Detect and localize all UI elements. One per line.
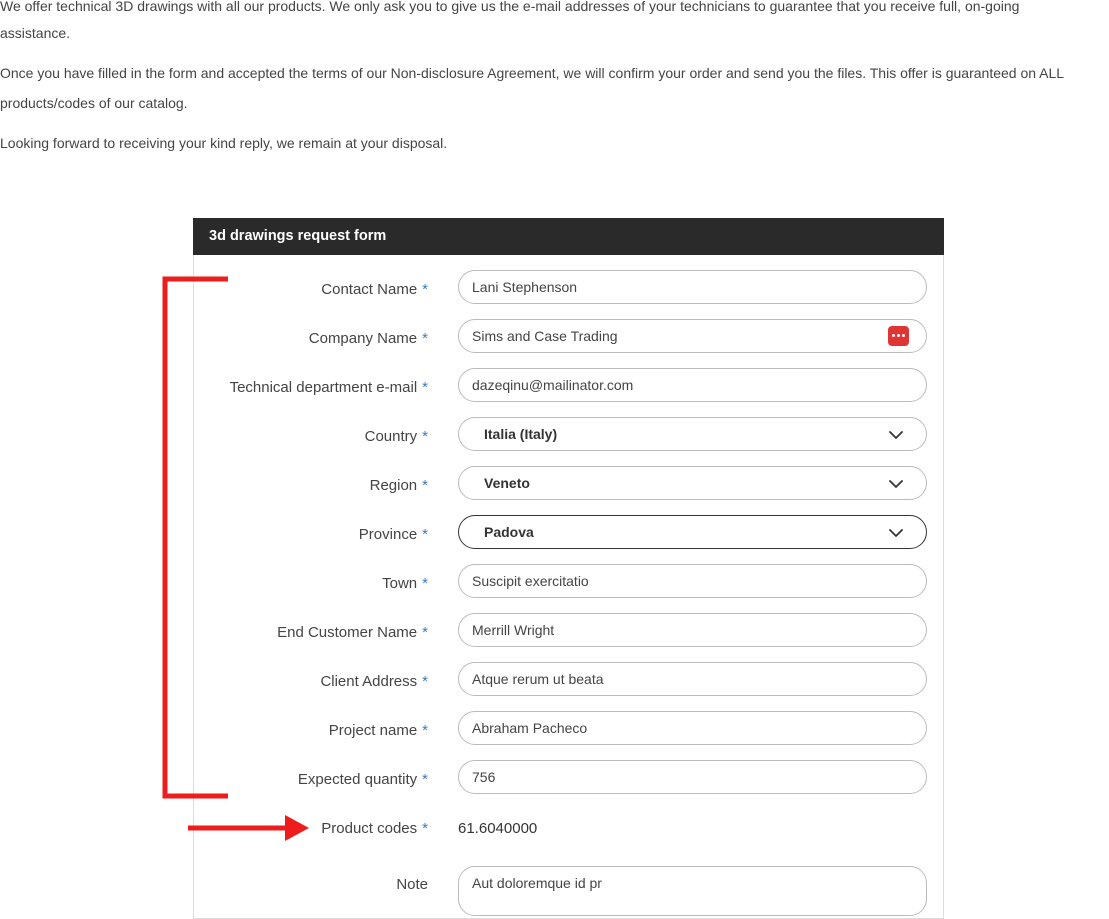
- expected-quantity-input[interactable]: 756: [458, 760, 927, 794]
- contact-name-input[interactable]: Lani Stephenson: [458, 270, 927, 304]
- project-name-label-text: Project name: [328, 722, 418, 739]
- client-address-label-text: Client Address: [320, 673, 418, 690]
- required-marker: *: [422, 477, 428, 494]
- region-select[interactable]: [458, 466, 927, 500]
- password-manager-icon[interactable]: [888, 326, 909, 346]
- intro-paragraph-2-line-1: Once you have filled in the form and accepted the terms of our Non-disclosure Agreement, we will confirm your order and send you the files. This offer is guaranteed on ALL: [0, 65, 1065, 81]
- client-address-label: [320, 672, 428, 692]
- client-address-input[interactable]: Atque rerum ut beata: [458, 662, 927, 696]
- country-value: Italia (Italy): [484, 426, 558, 442]
- country-label-text: Country: [364, 428, 418, 445]
- product-codes-label: [321, 819, 428, 839]
- technical-email-label-text: Technical department e-mail: [229, 379, 418, 396]
- company-name-label-text: Company Name: [308, 330, 418, 347]
- chevron-down-icon: [888, 427, 904, 443]
- region-label: [370, 476, 428, 496]
- intro-paragraph-1-line-1: We offer technical 3D drawings with all our products. We only ask you to give us the e-mail addresses of your technicians to guarantee that you receive full, on-going: [0, 0, 1020, 14]
- company-name-value: Sims and Case Trading: [472, 328, 618, 344]
- request-form: [193, 218, 944, 919]
- town-input[interactable]: Suscipit exercitatio: [458, 564, 927, 598]
- required-marker: *: [422, 330, 428, 347]
- required-marker: *: [422, 575, 428, 592]
- note-label-text: Note: [396, 876, 428, 893]
- intro-paragraph-2-line-2: products/codes of our catalog.: [0, 95, 188, 111]
- town-label-text: Town: [382, 575, 418, 592]
- region-value: Veneto: [484, 475, 530, 491]
- project-name-label: [329, 721, 428, 741]
- form-title: 3d drawings request form: [193, 218, 944, 255]
- company-name-label: [309, 329, 428, 349]
- town-label: [382, 574, 428, 594]
- intro-paragraph-3: Looking forward to receiving your kind reply, we remain at your disposal.: [0, 135, 448, 151]
- country-label: [365, 427, 428, 447]
- contact-name-label: [321, 280, 428, 300]
- chevron-down-icon: [888, 476, 904, 492]
- required-marker: *: [422, 624, 428, 641]
- expected-quantity-label-text: Expected quantity: [297, 771, 418, 788]
- chevron-down-icon: [888, 525, 904, 541]
- region-label-text: Region: [369, 477, 418, 494]
- product-codes-label-text: Product codes: [321, 820, 418, 837]
- project-name-input[interactable]: Abraham Pacheco: [458, 711, 927, 745]
- country-select[interactable]: [458, 417, 927, 451]
- required-marker: *: [422, 820, 428, 837]
- note-label: [396, 875, 428, 895]
- end-customer-name-label: [277, 623, 428, 643]
- product-codes-value: 61.6040000: [458, 820, 538, 837]
- required-marker: *: [422, 673, 428, 690]
- end-customer-name-input[interactable]: Merrill Wright: [458, 613, 927, 647]
- company-name-input[interactable]: [458, 319, 927, 353]
- required-marker: *: [422, 526, 428, 543]
- province-label-text: Province: [358, 526, 418, 543]
- technical-email-label: [230, 378, 428, 398]
- required-marker: *: [422, 722, 428, 739]
- contact-name-label-text: Contact Name: [321, 281, 418, 298]
- end-customer-name-label-text: End Customer Name: [277, 624, 418, 641]
- required-marker: *: [422, 428, 428, 445]
- required-marker: *: [422, 379, 428, 396]
- province-label: [359, 525, 428, 545]
- province-value: Padova: [484, 524, 534, 540]
- required-marker: *: [422, 281, 428, 298]
- required-marker: *: [422, 771, 428, 788]
- technical-email-input[interactable]: dazeqinu@mailinator.com: [458, 368, 927, 402]
- expected-quantity-label: [298, 770, 428, 790]
- province-select[interactable]: [458, 515, 927, 549]
- intro-paragraph-1-line-2: assistance.: [0, 25, 71, 41]
- note-textarea[interactable]: Aut doloremque id pr: [458, 866, 927, 916]
